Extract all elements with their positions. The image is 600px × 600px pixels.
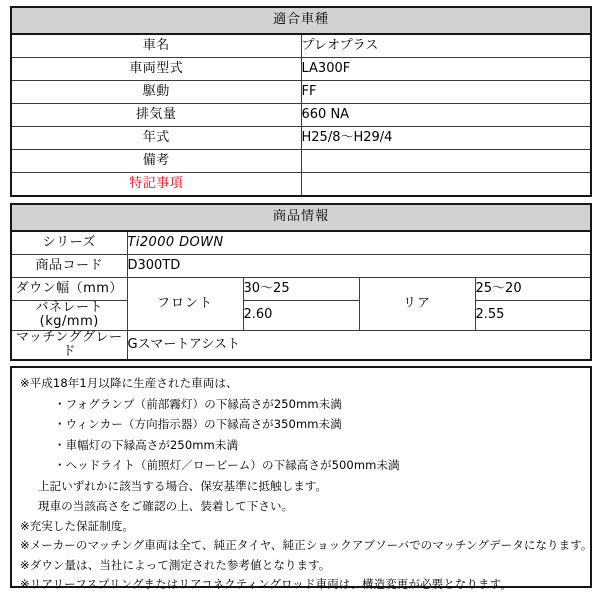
value-drivetrain: FF [301, 81, 591, 104]
table-row [11, 127, 591, 150]
table-row-title [11, 7, 591, 34]
label-remarks: 備考 [11, 150, 301, 173]
value-matching-grade: Gスマートアシスト [127, 330, 591, 360]
note-continuation-1: 上記いずれかに該当する場合、保安基準に抵触します。 [38, 478, 328, 493]
note-line-warranty: ※充実した保証制度。 [20, 518, 135, 533]
table-row [11, 330, 591, 360]
label-rear-axle: リア [359, 278, 475, 331]
note-bullet-headlight: ・ヘッドライト（前照灯／ロービーム）の下縁高さが500mm未満 [54, 458, 400, 472]
table-row-title [11, 204, 591, 231]
table-row [11, 150, 591, 173]
value-rear-down: 25〜20 [475, 278, 591, 301]
value-displacement: 660 NA [301, 104, 591, 127]
value-rear-rate: 2.55 [475, 301, 591, 331]
label-matching-grade: マッチンググレード [11, 330, 127, 360]
note-line-matching-data: ※メーカーのマッチング車両は全て、純正タイヤ、純正ショックアブソーバでのマッチングデータになります。 [20, 538, 593, 552]
label-down-amount: ダウン幅（mm） [11, 278, 127, 301]
label-product-code: 商品コード [11, 255, 127, 278]
table-row [11, 81, 591, 104]
value-front-down: 30〜25 [243, 278, 359, 301]
table-row [11, 173, 591, 197]
value-special-notice [301, 173, 591, 197]
value-series: Ti2000 DOWN [127, 231, 591, 255]
note-bullet-fog-lamp: ・フォグランプ（前部霧灯）の下縁高さが250mm未満 [54, 396, 342, 411]
notes-box [10, 366, 593, 591]
label-spring-rate: バネレート(kg/mm) [11, 301, 127, 331]
value-remarks [301, 150, 591, 173]
label-special-notice: 特記事項 [11, 173, 301, 197]
label-front-axle: フロント [127, 278, 243, 331]
note-bullet-clearance-lamp: ・車幅灯の下縁高さが250mm未満 [54, 437, 239, 452]
value-car-name: プレオプラス [301, 34, 591, 58]
note-line-1: ※平成18年1月以降に生産された車両は、 [20, 376, 238, 390]
vehicle-compatibility-table [10, 6, 592, 197]
product-info-table [10, 203, 592, 361]
label-displacement: 排気量 [11, 104, 301, 127]
value-model-code: LA300F [301, 58, 591, 81]
value-year-range: H25/8〜H29/4 [301, 127, 591, 150]
table-row [11, 231, 591, 255]
label-series: シリーズ [11, 231, 127, 255]
table-row [11, 58, 591, 81]
note-line-down-reference: ※ダウン量は、当社によって測定された参考値となります。 [20, 557, 331, 572]
note-continuation-2: 現車の当該高さをご確認の上、装着して下さい。 [38, 499, 294, 513]
table-row [11, 104, 591, 127]
table-row [11, 301, 591, 331]
label-car-name: 車名 [11, 34, 301, 58]
vehicle-table-title: 適合車種 [11, 7, 591, 34]
value-front-rate: 2.60 [243, 301, 359, 331]
label-drivetrain: 駆動 [11, 81, 301, 104]
value-product-code: D300TD [127, 255, 591, 278]
note-bullet-turn-signal: ・ウィンカー（方向指示器）の下縁高さが350mm未満 [54, 417, 342, 431]
product-table-title: 商品情報 [11, 204, 591, 231]
table-row [11, 34, 591, 58]
note-line-leaf-spring: ※リアリーフスプリングまたはリアコネクティングロッド車両は、構造変更が必要となります。 [20, 577, 512, 591]
label-model-code: 車両型式 [11, 58, 301, 81]
label-year-range: 年式 [11, 127, 301, 150]
table-row [11, 278, 591, 301]
table-row [11, 255, 591, 278]
